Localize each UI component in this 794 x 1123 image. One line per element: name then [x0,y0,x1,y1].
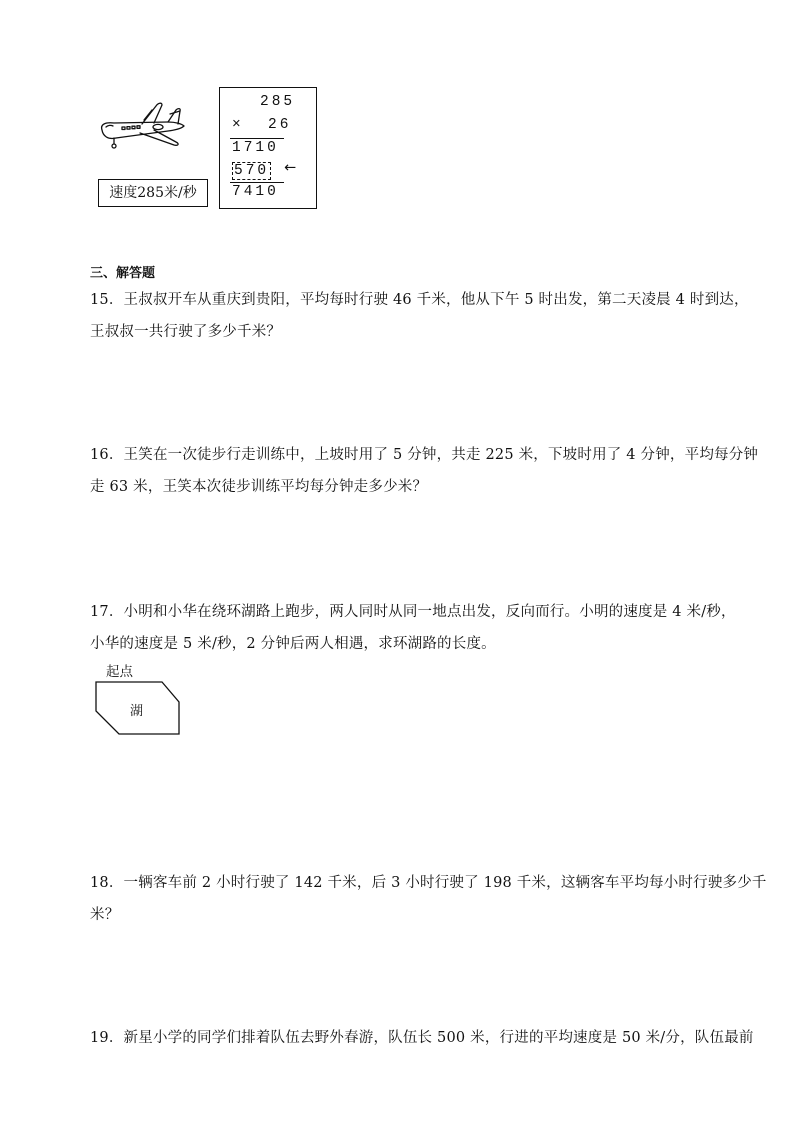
question-line: 19．新星小学的同学们排着队伍去野外春游，队伍长 500 米，行进的平均速度是 50 米/分，队伍最前 [90,1030,754,1046]
airplane-icon [96,100,188,162]
question-line: 王叔叔一共行驶了多少千米？ [90,324,282,340]
section-title: 三、解答题 [90,266,156,281]
start-point-label: 起点 [106,664,133,680]
rule-line [230,182,284,183]
rule-line [230,138,284,139]
question-17 [90,596,736,660]
product-result: 7410 [232,184,279,200]
question-19 [90,1022,754,1054]
multiply-operator: × [232,117,244,133]
question-line: 16．王笑在一次徒步行走训练中，上坡时用了 5 分钟，共走 225 米，下坡时用了 4 分钟，平均每分钟 [90,447,759,463]
question-line: 小华的速度是 5 米/秒，2 分钟后两人相遇，求环湖路的长度。 [90,636,496,652]
multiplier: 26 [268,117,292,133]
lake-label: 湖 [130,704,144,719]
partial-product-1: 1710 [232,140,279,156]
question-line: 17．小明和小华在绕环湖路上跑步，两人同时从同一地点出发，反向而行。小明的速度是 4 米/秒， [90,604,736,620]
multiplication-figure [219,87,317,209]
question-16 [90,439,758,503]
lake-figure [92,660,184,740]
left-arrow-icon: ← [284,160,297,176]
speed-label: 速度285米/秒 [109,185,197,201]
question-line: 走 63 米，王笑本次徒步训练平均每分钟走多少米？ [90,479,428,495]
speed-label-box [98,179,208,207]
partial-product-2-dashed: 570 [234,163,270,179]
question-15 [90,284,749,348]
question-18 [90,867,767,931]
question-line: 15．王叔叔开车从重庆到贵阳，平均每时行驶 46 千米，他从下午 5 时出发，第二天凌晨 4 时到达， [90,292,749,308]
question-line: 米？ [90,907,120,923]
multiplicand: 285 [260,94,296,110]
question-line: 18．一辆客车前 2 小时行驶了 142 千米，后 3 小时行驶了 198 千米，这辆客车平均每小时行驶多少千 [90,875,767,891]
